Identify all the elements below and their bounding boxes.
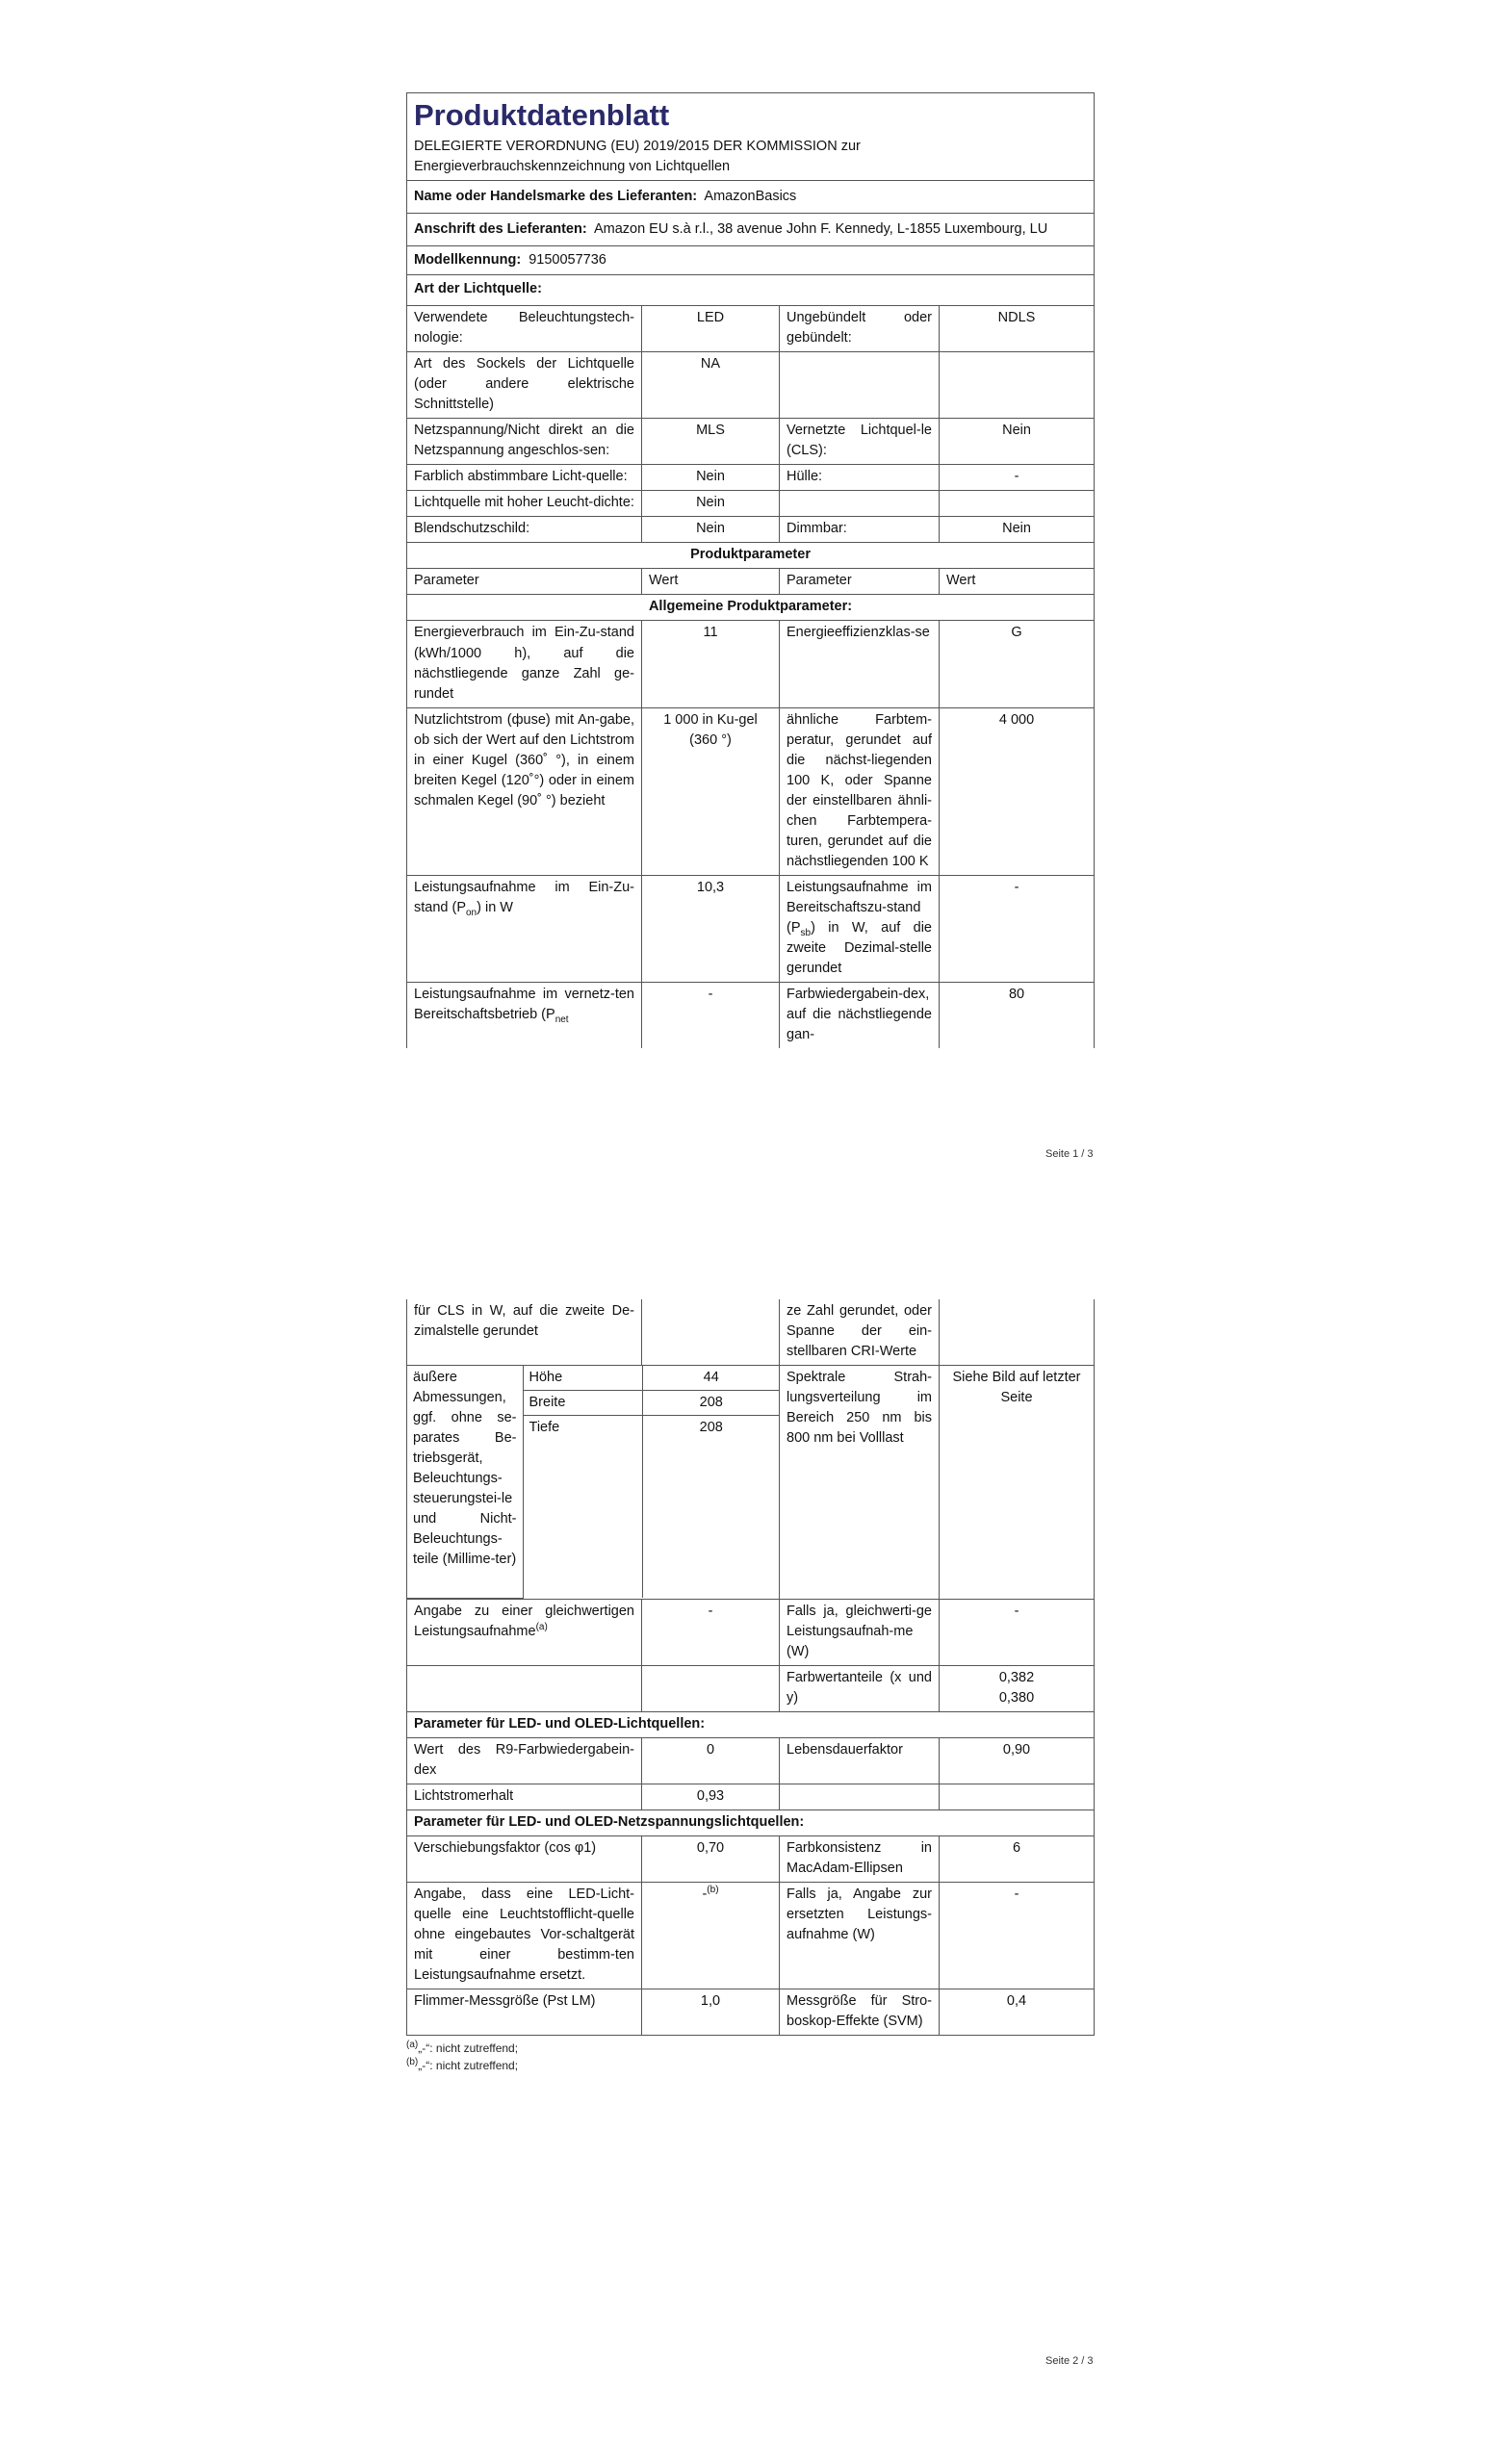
dim-value: 208 <box>699 1420 723 1436</box>
page-title: Produktdatenblatt <box>414 98 670 132</box>
chroma-y: 0,380 <box>998 1689 1035 1706</box>
param-row-chromaticity <box>407 1665 1095 1711</box>
equiv-w-value: - <box>940 1599 1095 1665</box>
equiv-label <box>407 1599 642 1665</box>
svm-value: 0,4 <box>940 1989 1095 2035</box>
pon-sub: on <box>466 907 477 918</box>
type-row-label: Farblich abstimmbare Licht-quelle: <box>407 465 642 491</box>
supplier-address-value: Amazon EU s.à r.l., 38 avenue John F. Kennedy, L-1855 Luxembourg, LU <box>593 221 1048 238</box>
product-params-heading: Produktparameter <box>407 543 1095 569</box>
header-cell <box>407 93 1095 181</box>
type-row <box>407 517 1095 543</box>
dim-value: 208 <box>642 1391 780 1416</box>
pnet-label-cont: für CLS in W, auf die zweite De-zimalstelle gerundet <box>407 1299 642 1366</box>
dims-label: äußere Abmessungen, ggf. ohne se-parates Be-triebsgerät, Beleuchtungs-steuerungstei-le und Nicht-Beleuchtungs-teile (Millime-ter) <box>407 1366 523 1598</box>
empty-cell <box>940 1299 1095 1366</box>
type-row-label <box>780 352 940 419</box>
psb-sub: sb <box>800 927 812 938</box>
param-row-equivalent <box>407 1599 1095 1665</box>
param-row-lumen-maint <box>407 1784 1095 1810</box>
type-row-label: Ungebündelt oder gebündelt: <box>780 306 940 352</box>
supplier-address-row <box>407 214 1095 246</box>
col-header-value: Wert <box>642 569 780 595</box>
param-row-energy <box>407 621 1095 707</box>
type-row <box>407 465 1095 491</box>
footnote-a <box>406 2040 1094 2057</box>
param-row-flux <box>407 707 1095 875</box>
replace-w-value: - <box>940 1882 1095 1989</box>
flux-label: Nutzlichtstrom (фuse) mit An-gabe, ob sich der Wert auf den Lichtstrom in einer Kugel (360˚ °), in einem breiten Kegel (120˚°) oder in einem schmalen Kegel (90˚ °) bezieht <box>407 707 642 875</box>
replace-w-label: Falls ja, Angabe zur ersetzten Leistungs-aufnahme (W) <box>780 1882 940 1989</box>
type-row-value: LED <box>642 306 780 352</box>
page-number: Seite 1 / 3 <box>1045 1148 1094 1160</box>
eff-class-label: Energieeffizienzklas-se <box>780 621 940 707</box>
footnote-b-text: „-“: nicht zutreffend; <box>418 2058 519 2072</box>
pon-label <box>407 875 642 982</box>
regulation-line-2: Energieverbrauchskennzeichnung von Lichtquellen <box>414 159 731 175</box>
param-row-dpf <box>407 1835 1095 1882</box>
param-row-replacement <box>407 1882 1095 1989</box>
cct-value: 4 000 <box>940 707 1095 875</box>
empty-cell <box>642 1299 780 1366</box>
type-row-label <box>780 491 940 517</box>
flux-value: 1 000 in Ku-gel (360 °) <box>642 707 780 875</box>
psb-value: - <box>940 875 1095 982</box>
empty-cell <box>407 1665 642 1711</box>
footnote-a-marker: (a) <box>406 2039 419 2050</box>
col-header-param: Parameter <box>407 569 642 595</box>
mains-params-heading: Parameter für LED- und OLED-Netzspannungslichtquellen: <box>407 1810 1095 1835</box>
dimensions-cell <box>407 1366 780 1600</box>
type-row-value <box>940 491 1095 517</box>
light-source-type-heading: Art der Lichtquelle: <box>407 275 1095 306</box>
type-row-value: - <box>940 465 1095 491</box>
empty-cell <box>642 1665 780 1711</box>
r9-label: Wert des R9-Farbwiedergabein-dex <box>407 1737 642 1784</box>
supplier-address-label: Anschrift des Lieferanten: <box>414 221 587 238</box>
empty-cell <box>940 1784 1095 1810</box>
regulation-line-1: DELEGIERTE VERORDNUNG (EU) 2019/2015 DER KOMMISSION zur <box>414 139 861 155</box>
pnet-sub: net <box>555 1014 569 1025</box>
empty-cell <box>780 1784 940 1810</box>
param-row-flicker <box>407 1989 1095 2035</box>
model-label: Modellkennung: <box>414 252 522 269</box>
flicker-label: Flimmer-Messgröße (Pst LM) <box>407 1989 642 2035</box>
pon-label-text: ) in W <box>477 899 513 915</box>
dpf-value: 0,70 <box>642 1835 780 1882</box>
type-row <box>407 306 1095 352</box>
spd-value: Siehe Bild auf letzter Seite <box>940 1366 1095 1600</box>
lumen-maint-label: Lichtstromerhalt <box>407 1784 642 1810</box>
spd-label: Spektrale Strah-lungsverteilung im Bereich 250 nm bis 800 nm bei Volllast <box>780 1366 940 1600</box>
lumen-maint-value: 0,93 <box>642 1784 780 1810</box>
dpf-label: Verschiebungsfaktor (cos φ1) <box>407 1835 642 1882</box>
type-row-label: Art des Sockels der Lichtquelle (oder andere elektrische Schnittstelle) <box>407 352 642 419</box>
flicker-value: 1,0 <box>642 1989 780 2035</box>
type-row-value: Nein <box>642 465 780 491</box>
page-1 <box>0 0 1496 1213</box>
page-2 <box>0 1213 1496 2464</box>
survival-value: 0,90 <box>940 1737 1095 1784</box>
svm-label: Messgröße für Stro-boskop-Effekte (SVM) <box>780 1989 940 2035</box>
r9-value: 0 <box>642 1737 780 1784</box>
energy-value: 11 <box>642 621 780 707</box>
energy-label: Energieverbrauch im Ein-Zu-stand (kWh/1000 h), auf die nächstliegende ganze Zahl ge-rundet <box>407 621 642 707</box>
param-row-r9 <box>407 1737 1095 1784</box>
type-row-value <box>940 352 1095 419</box>
type-row-label: Hülle: <box>780 465 940 491</box>
supplier-name-label: Name oder Handelsmarke des Lieferanten: <box>414 189 698 205</box>
psb-label-text: ) in W, auf die zweite Dezimal-stelle gerundet <box>787 919 932 976</box>
replace-label: Angabe, dass eine LED-Licht-quelle eine Leuchtstofflicht-quelle ohne eingebautes Vor-schaltgerät mit einer bestimm-ten Leistungsaufnahme ersetzt. <box>407 1882 642 1989</box>
cct-label: ähnliche Farbtem-peratur, gerundet auf die nächst-liegenden 100 K, oder Spanne der einstellbaren ähnli-chen Farbtempera-turen, gerundet auf die nächstliegenden 100 K <box>780 707 940 875</box>
type-row-value: Nein <box>940 517 1095 543</box>
general-params-heading: Allgemeine Produktparameter: <box>407 595 1095 621</box>
equiv-w-label: Falls ja, gleichwerti-ge Leistungsaufnah-me (W) <box>780 1599 940 1665</box>
type-row-label: Blendschutzschild: <box>407 517 642 543</box>
type-row <box>407 352 1095 419</box>
survival-label: Lebensdauerfaktor <box>780 1737 940 1784</box>
type-row-label: Netzspannung/Nicht direkt an die Netzspannung angeschlos-sen: <box>407 419 642 465</box>
eff-class-value: G <box>940 621 1095 707</box>
type-row-value: Nein <box>642 517 780 543</box>
pon-label-text: Leistungsaufnahme im Ein-Zu-stand (P <box>414 879 634 915</box>
datasheet-table-part-2 <box>406 1299 1094 2074</box>
replace-value-text: - <box>702 1886 708 1902</box>
type-row-label: Verwendete Beleuchtungstech-nologie: <box>407 306 642 352</box>
type-row <box>407 491 1095 517</box>
footnote-b <box>406 2057 1094 2074</box>
replace-value <box>642 1882 780 1989</box>
supplier-name-value: AmazonBasics <box>704 189 797 205</box>
col-header-value: Wert <box>940 569 1095 595</box>
type-row-value: MLS <box>642 419 780 465</box>
chroma-label: Farbwertanteile (x und y) <box>780 1665 940 1711</box>
equiv-value: - <box>642 1599 780 1665</box>
led-params-heading: Parameter für LED- und OLED-Lichtquellen: <box>407 1711 1095 1737</box>
pnet-label <box>407 982 642 1048</box>
consistency-label: Farbkonsistenz in MacAdam-Ellipsen <box>780 1835 940 1882</box>
col-header-param: Parameter <box>780 569 940 595</box>
chroma-x: 0,382 <box>998 1669 1035 1685</box>
dim-label: Höhe <box>523 1366 642 1391</box>
dim-value: 44 <box>642 1366 780 1391</box>
pnet-label-text: Leistungsaufnahme im vernetz-ten Bereitschaftsbetrieb (P <box>414 986 634 1022</box>
equiv-sup: (a) <box>535 1621 548 1632</box>
cri-value: 80 <box>940 982 1095 1048</box>
type-row-value: Nein <box>642 491 780 517</box>
replace-sup: (b) <box>707 1884 719 1895</box>
psb-label <box>780 875 940 982</box>
type-row-value: NA <box>642 352 780 419</box>
model-row <box>407 246 1095 275</box>
cri-label-part1: Farbwiedergabein-dex, auf die nächstliegende gan- <box>780 982 940 1048</box>
consistency-value: 6 <box>940 1835 1095 1882</box>
equiv-label-text: Angabe zu einer gleichwertigen Leistungsaufnahme <box>414 1603 634 1639</box>
footnote-b-marker: (b) <box>406 2056 419 2067</box>
param-row-pnet-part2 <box>407 1299 1095 1366</box>
supplier-name-row <box>407 181 1095 214</box>
dim-label: Breite <box>523 1391 642 1416</box>
type-row-label: Vernetzte Lichtquel-le (CLS): <box>780 419 940 465</box>
chroma-values <box>940 1665 1095 1711</box>
type-row-value: NDLS <box>940 306 1095 352</box>
model-value: 9150057736 <box>529 252 606 269</box>
type-row <box>407 419 1095 465</box>
param-row-power <box>407 875 1095 982</box>
pon-value: 10,3 <box>642 875 780 982</box>
dim-label: Tiefe <box>523 1416 642 1599</box>
type-row-value: Nein <box>940 419 1095 465</box>
column-header-row <box>407 569 1095 595</box>
psb-label-text: Leistungsaufnahme im Bereitschaftszu-stand (P <box>787 879 932 936</box>
param-row-dimensions <box>407 1366 1095 1600</box>
param-row-pnet-part1 <box>407 982 1095 1048</box>
pnet-value: - <box>642 982 780 1048</box>
footnote-a-text: „-“: nicht zutreffend; <box>418 2040 519 2055</box>
type-row-label: Dimmbar: <box>780 517 940 543</box>
page-number: Seite 2 / 3 <box>1045 2355 1094 2367</box>
cri-label-part2: ze Zahl gerundet, oder Spanne der ein-stellbaren CRI-Werte <box>780 1299 940 1366</box>
datasheet-table-part-1 <box>406 92 1094 1048</box>
type-row-label: Lichtquelle mit hoher Leucht-dichte: <box>407 491 642 517</box>
